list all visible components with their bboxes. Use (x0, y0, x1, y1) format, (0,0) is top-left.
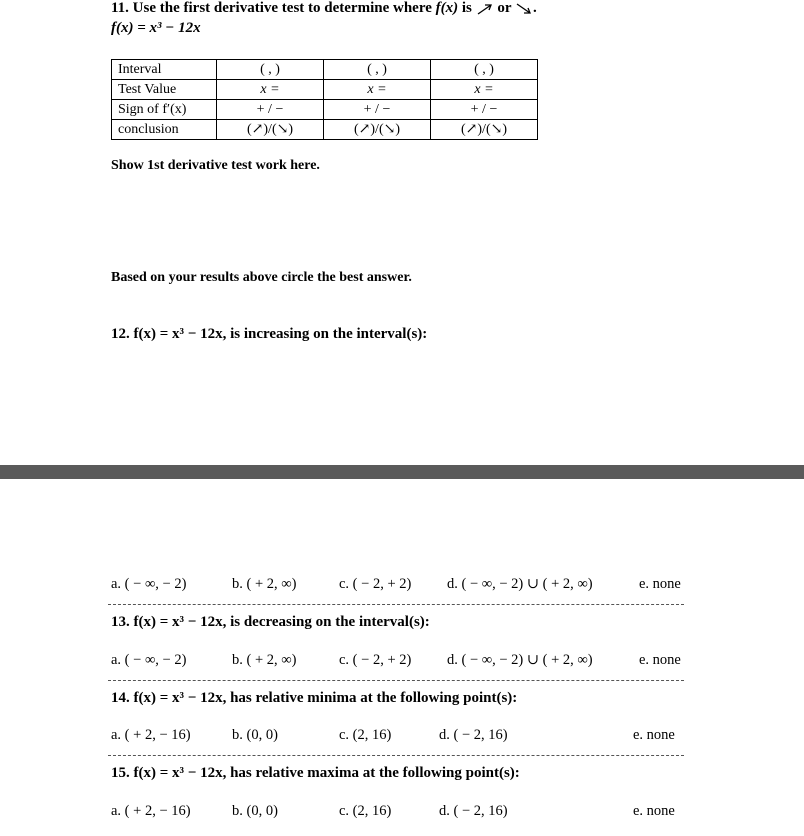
q14-choice-b[interactable]: b. (0, 0) (232, 727, 278, 743)
q13-choice-b[interactable]: b. ( + 2, ∞) (232, 652, 297, 668)
q12-prompt: 12. f(x) = x³ − 12x, is increasing on the interval(s): (111, 326, 428, 342)
dashed-separator-1 (108, 604, 684, 605)
q11-function: f(x) = x³ − 12x (111, 20, 201, 36)
q12-choice-a[interactable]: a. ( − ∞, − 2) (111, 576, 187, 592)
q15-choice-c[interactable]: c. (2, 16) (339, 803, 392, 819)
dashed-separator-3 (108, 755, 684, 756)
q13-choice-c[interactable]: c. ( − 2, + 2) (339, 652, 412, 668)
interval-cell-2[interactable]: ( , ) (324, 60, 431, 80)
q11-fx: f(x) (435, 0, 459, 16)
sign-cell-3[interactable]: + / − (431, 100, 538, 120)
q13-choice-a[interactable]: a. ( − ∞, − 2) (111, 652, 187, 668)
q14-choice-e[interactable]: e. none (633, 727, 675, 743)
q15-choice-b[interactable]: b. (0, 0) (232, 803, 278, 819)
test-value-cell-2[interactable]: x = (324, 80, 431, 100)
row-label-test-value: Test Value (112, 80, 217, 100)
row-label-interval: Interval (112, 60, 217, 80)
table-row-conclusion (112, 120, 538, 140)
q11-or: or (497, 0, 512, 16)
q11-text: 11. Use the first derivative test to determine where (111, 0, 432, 16)
q15-prompt: 15. f(x) = x³ − 12x, has relative maxima at the following point(s): (111, 765, 520, 781)
q11-is: is (461, 0, 472, 16)
row-label-conclusion: conclusion (112, 120, 217, 140)
sign-cell-1[interactable]: + / − (217, 100, 324, 120)
table-row-sign (112, 100, 538, 120)
q13-choice-d[interactable]: d. ( − ∞, − 2) ∪ ( + 2, ∞) (447, 652, 593, 668)
table-row-test-value (112, 80, 538, 100)
q12-choice-d[interactable]: d. ( − ∞, − 2) ∪ ( + 2, ∞) (447, 576, 593, 592)
work-prompt: Show 1st derivative test work here. (111, 158, 320, 173)
q12-choice-b[interactable]: b. ( + 2, ∞) (232, 576, 297, 592)
decreasing-arrow-icon (515, 2, 533, 16)
q12-choice-e[interactable]: e. none (639, 576, 681, 592)
q13-choice-e[interactable]: e. none (639, 652, 681, 668)
test-value-cell-3[interactable]: x = (431, 80, 538, 100)
q14-choice-c[interactable]: c. (2, 16) (339, 727, 392, 743)
q11-line1 (111, 0, 537, 17)
q14-prompt: 14. f(x) = x³ − 12x, has relative minima at the following point(s): (111, 690, 518, 706)
q14-choice-a[interactable]: a. ( + 2, − 16) (111, 727, 191, 743)
dashed-separator-2 (108, 680, 684, 681)
q11-dot: . (533, 0, 537, 16)
conclusion-cell-2[interactable]: (↗)/(↘) (324, 120, 431, 140)
q15-choice-e[interactable]: e. none (633, 803, 675, 819)
interval-cell-3[interactable]: ( , ) (431, 60, 538, 80)
page-divider (0, 465, 804, 479)
q12-choice-c[interactable]: c. ( − 2, + 2) (339, 576, 412, 592)
conclusion-cell-1[interactable]: (↗)/(↘) (217, 120, 324, 140)
row-label-sign: Sign of f′(x) (112, 100, 217, 120)
increasing-arrow-icon (476, 2, 494, 16)
q15-choice-d[interactable]: d. ( − 2, 16) (439, 803, 508, 819)
q13-prompt: 13. f(x) = x³ − 12x, is decreasing on the interval(s): (111, 614, 430, 630)
circle-prompt: Based on your results above circle the best answer. (111, 270, 412, 285)
interval-cell-1[interactable]: ( , ) (217, 60, 324, 80)
table-row-interval (112, 60, 538, 80)
sign-chart-table (111, 59, 538, 140)
conclusion-cell-3[interactable]: (↗)/(↘) (431, 120, 538, 140)
test-value-cell-1[interactable]: x = (217, 80, 324, 100)
sign-cell-2[interactable]: + / − (324, 100, 431, 120)
q15-choice-a[interactable]: a. ( + 2, − 16) (111, 803, 191, 819)
q14-choice-d[interactable]: d. ( − 2, 16) (439, 727, 508, 743)
